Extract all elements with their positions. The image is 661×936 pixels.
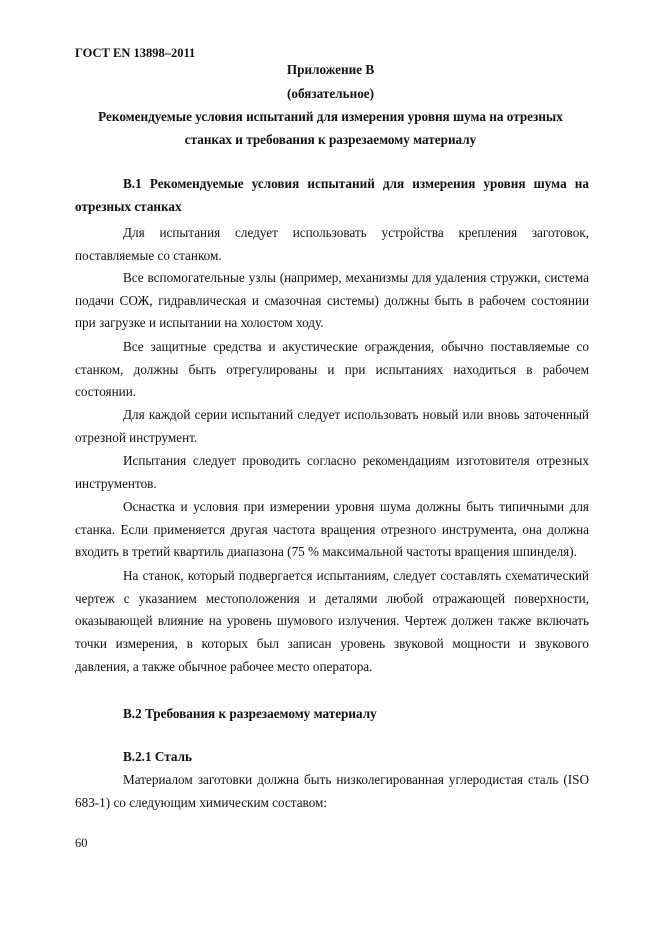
- section-b1-paragraph-6: Оснастка и условия при измерении уровня шума должны быть типичными для станка. Если применяется другая частота вращения отрезного инструмента, она должна входить в третий квартиль диапазона (75 % максимальной частоты вращения шпинделя).: [75, 499, 589, 560]
- section-b1-paragraph-7: На станок, который подвергается испытаниям, следует составлять схематический чертеж с указанием местоположения и деталями любой отражающей поверхности, оказывающей влияние на уровень шумового излучения. Чертеж должен также включать точки измерения, в которых был записан уровень звуковой мощности и звукового давления, а также обычное рабочее место оператора.: [75, 568, 589, 674]
- standard-header: ГОСТ EN 13898–2011: [75, 46, 196, 60]
- section-b1-paragraph-3: Все защитные средства и акустические ограждения, обычно поставляемые со станком, должны быть отрегулированы и при испытаниях находиться в рабочем состоянии.: [75, 339, 589, 400]
- section-b1-paragraph-4: Для каждой серии испытаний следует использовать новый или вновь заточенный отрезной инструмент.: [75, 407, 589, 445]
- page-number: 60: [75, 836, 88, 850]
- section-b1-paragraph-1: Для испытания следует использовать устройства крепления заготовок, поставляемые со станком.: [75, 225, 589, 263]
- section-b21-title: В.2.1 Сталь: [123, 749, 192, 764]
- appendix-subtitle-line-1: Рекомендуемые условия испытаний для измерения уровня шума на отрезных: [98, 109, 563, 124]
- section-b2-title: В.2 Требования к разрезаемому материалу: [123, 706, 377, 721]
- section-b1-paragraph-2: Все вспомогательные узлы (например, механизмы для удаления стружки, система подачи СОЖ, гидравлическая и смазочная системы) должны быть в рабочем состоянии при загрузке и испытании на холостом ходу.: [75, 270, 589, 331]
- appendix-status: (обязательное): [286, 86, 375, 101]
- section-b1-title: В.1 Рекомендуемые условия испытаний для измерения уровня шума на отрезных станках: [75, 176, 589, 214]
- section-b21-paragraph: Материалом заготовки должна быть низколегированная углеродистая сталь (ISO 683-1) со следующим химическим составом:: [75, 772, 589, 810]
- section-b1-paragraph-5: Испытания следует проводить согласно рекомендациям изготовителя отрезных инструментов.: [75, 453, 589, 491]
- appendix-title: Приложение В: [286, 62, 375, 77]
- appendix-subtitle-line-2: станках и требования к разрезаемому материалу: [184, 132, 477, 147]
